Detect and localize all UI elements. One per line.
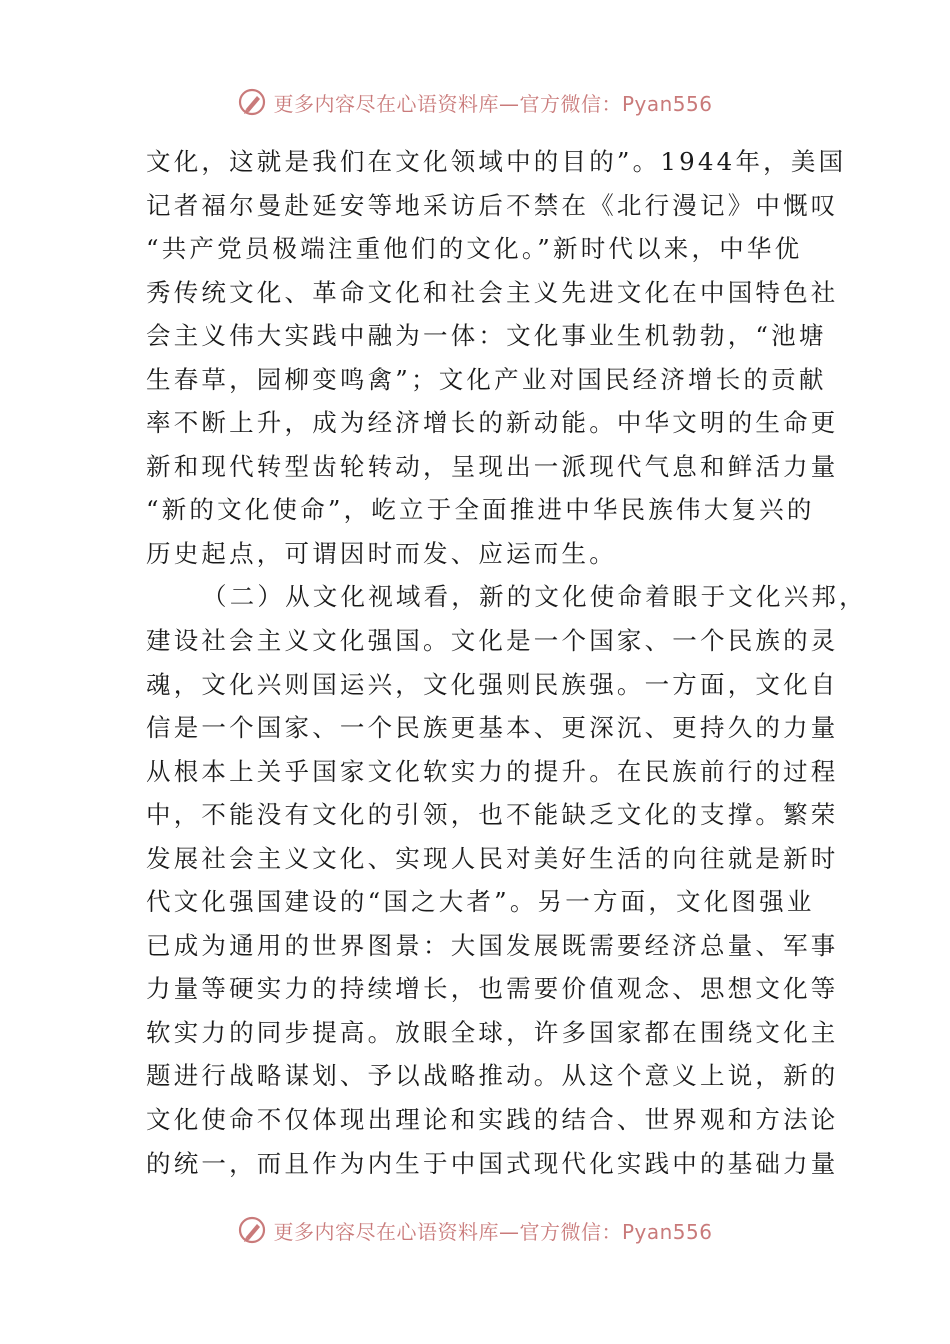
text-line: 的统一，而且作为内生于中国式现代化实践中的基础力量 (146, 1148, 839, 1178)
text-line: 新和现代转型齿轮转动，呈现出一派现代气息和鲜活力量 (146, 451, 839, 481)
text-line: 已成为通用的世界图景：大国发展既需要经济总量、军事 (146, 930, 839, 960)
text-line: 发展社会主义文化、实现人民对美好生活的向往就是新时 (146, 843, 839, 873)
text-line: 软实力的同步提高。放眼全球，许多国家都在围绕文化主 (146, 1017, 839, 1047)
header-banner-text: 更多内容尽在心语资料库—官方微信：Pyan556 (273, 91, 713, 116)
document-body (146, 140, 867, 1185)
text-line: 历史起点，可谓因时而发、应运而生。 (146, 538, 617, 568)
text-line: 文化使命不仅体现出理论和实践的结合、世界观和方法论 (146, 1105, 839, 1135)
text-line: 力量等硬实力的持续增长，也需要价值观念、思想文化等 (146, 974, 839, 1004)
text-line: 文化，这就是我们在文化领域中的目的”。1944年，美国 (146, 147, 847, 176)
text-line: 从根本上关乎国家文化软实力的提升。在民族前行的过程 (146, 756, 839, 786)
text-line: 中，不能没有文化的引领，也不能缺乏文化的支撑。繁荣 (146, 800, 839, 830)
text-line: 会主义伟大实践中融为一体：文化事业生机勃勃，“池塘 (146, 321, 827, 351)
text-line: 记者福尔曼赴延安等地采访后不禁在《北行漫记》中慨叹 (146, 190, 839, 220)
text-line: “新的文化使命”，屹立于全面推进中华民族伟大复兴的 (146, 495, 815, 525)
footer-banner-text: 更多内容尽在心语资料库—官方微信：Pyan556 (273, 1219, 713, 1244)
paragraph-heading-line: （二）从文化视域看，新的文化使命着眼于文化兴邦， (202, 582, 867, 612)
text-line: 生春草，园柳变鸣禽”；文化产业对国民经济增长的贡献 (146, 364, 827, 394)
text-line: 建设社会主义文化强国。文化是一个国家、一个民族的灵 (146, 626, 839, 656)
pen-circle-logo-icon (237, 87, 267, 117)
text-line: 率不断上升，成为经济增长的新动能。中华文明的生命更 (146, 408, 839, 438)
text-line: 魂，文化兴则国运兴，文化强则民族强。一方面，文化自 (146, 669, 839, 699)
text-line: “共产党员极端注重他们的文化。”新时代以来，中华优 (146, 234, 803, 264)
text-line: 题进行战略谋划、予以战略推动。从这个意义上说，新的 (146, 1061, 839, 1091)
text-line: 代文化强国建设的“国之大者”。另一方面，文化图强业 (146, 887, 815, 917)
text-line: 秀传统文化、革命文化和社会主义先进文化在中国特色社 (146, 277, 839, 307)
header-banner (0, 80, 950, 124)
pen-circle-logo-icon (237, 1215, 267, 1245)
footer-banner (0, 1208, 950, 1252)
text-line: 信是一个国家、一个民族更基本、更深沉、更持久的力量 (146, 713, 839, 743)
